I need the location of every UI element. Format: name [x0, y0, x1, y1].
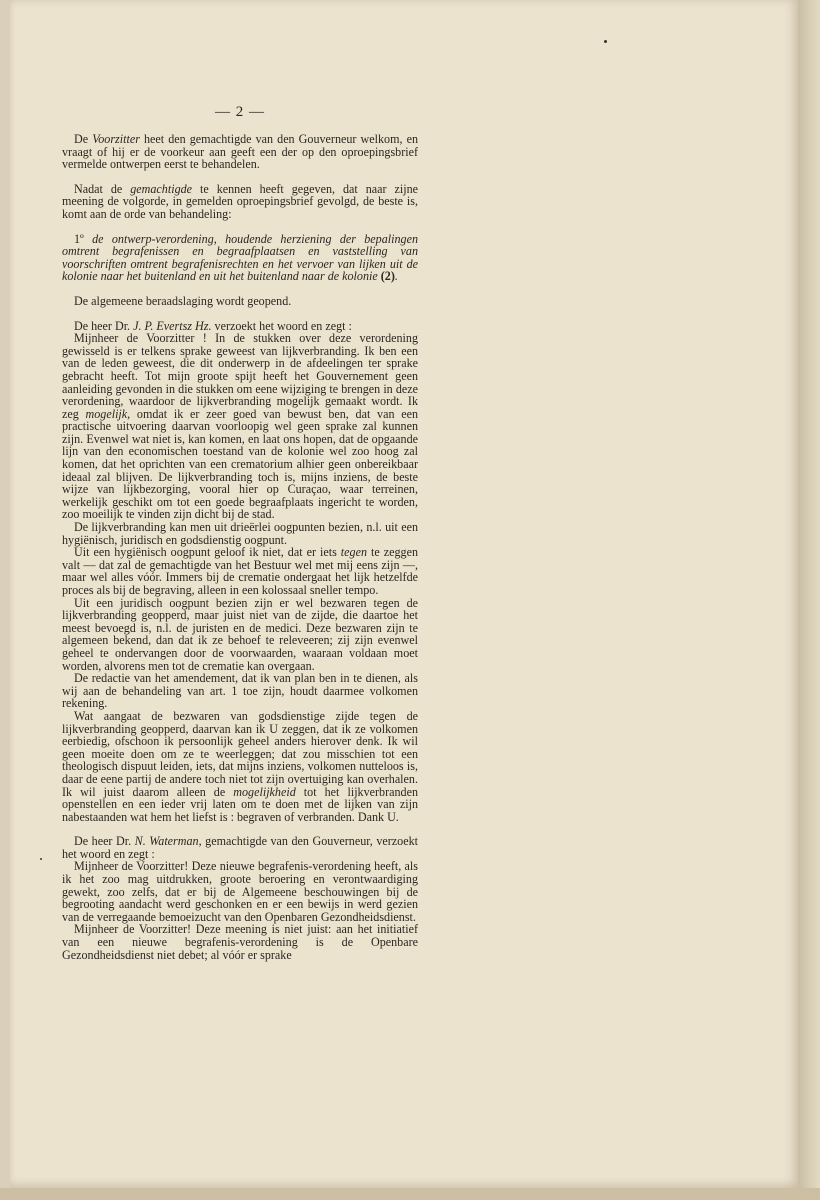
paragraph: De Voorzitter heet den gemachtigde van den Gouverneur welkom, en vraagt of hij er de voorkeur aan geeft een der op den oproepingsbrief vermelde ontwerpen eerst te behandelen. [62, 132, 418, 172]
paragraph: De algemeene beraadslaging wordt geopend. [74, 293, 292, 308]
paper-speck [604, 40, 607, 43]
text-column [62, 133, 418, 961]
paragraph: Wat aangaat de bezwaren van godsdienstige zijde tegen de lijkverbranding geopperd, daarvan kan ik U zeggen, dat ik ze volkomen eerbiedig, ofschoon ik persoonlijk geheel anders hierover denk. Ik wil geen moeite doen om ze te weerleggen; dat zou misschien tot een theologisch dispuut leiden, iets, dat mijns inziens, volkomen nutteloos is, daar de eene partij de andere toch niet tot zijn overtuiging kan overhalen. Ik wil juist daarom alleen de mogelijkheid tot het lijkverbranden openstellen en een ieder vrij laten om te doen met de lijken van zijn nabestaanden wat hem het liefst is : begraven of verbranden. Dank U. [62, 708, 418, 824]
scan-bottom-edge [0, 1188, 820, 1200]
paragraph: Uit een juridisch oogpunt bezien zijn er wel bezwaren tegen de lijkverbranding geopperd, maar juist niet van de zijde, die daartoe het meest bevoegd is, n.l. de juristen en de medici. Deze bezwaren zijn te algemeen bekend, dan dat ik ze behoef te releveeren; zij zijn evenwel geheel te ondervangen door de voorwaarden, waaraan voldaan moet worden, alvorens men tot de crematie kan overgaan. [62, 595, 418, 673]
paragraph: De lijkverbranding kan men uit drieërlei oogpunten bezien, n.l. uit een hygiënisch, juridisch en godsdienstig oogpunt. [62, 520, 418, 547]
paragraph: Mijnheer de Voorzitter! Deze nieuwe begrafenis-verordening heeft, als ik het zoo mag uitdrukken, groote beroering en verontwaardiging gewekt, zoo zelfs, dat er bij de Algemeene beschouwingen bij de begrooting aandacht werd geschonken en er een bewijs in werd gezien van de verregaande bemoeizucht van den Openbaren Gezondheidsdienst. [62, 859, 418, 924]
paragraph: Uit een hygiënisch oogpunt geloof ik niet, dat er iets tegen te zeggen valt — dat zal de gemachtigde van het Bestuur wel met mij eens zijn —, maar wel alles vóór. Immers bij de crematie ondergaat het lijk hetzelfde proces als bij de begraving, alleen in een kolossaal sneller tempo. [62, 545, 418, 597]
paragraph: Nadat de gemachtigde te kennen heeft gegeven, dat naar zijne meening de volgorde, in gemelden oproepingsbrief gevolgd, de beste is, komt aan de orde van behandeling: [62, 181, 419, 221]
paragraph: 1º de ontwerp-verordening, houdende herziening der bepalingen omtrent begrafenissen en begraafplaatsen en vaststelling van voorschriften omtrent begrafenisrechten en het vervoer van lijken uit de kolonie naar het buitenland en uit het buitenland naar de kolonie (2). [62, 231, 418, 284]
document-page [10, 0, 798, 1188]
paragraph: De heer Dr. N. Waterman, gemachtigde van den Gouverneur, verzoekt het woord en zegt : [62, 834, 418, 861]
paragraph: Mijnheer de Voorzitter! Deze meening is niet juist: aan het initiatief van een nieuwe begrafenis-verordening is de Openbare Gezondheidsdienst niet debet; al vóór er sprake [62, 922, 418, 962]
adjacent-page-edge [798, 0, 820, 1200]
paper-speck [40, 858, 42, 860]
page-number: — 2 — [215, 104, 265, 120]
paragraph: De heer Dr. J. P. Evertsz Hz. verzoekt het woord en zegt : [74, 318, 352, 333]
paragraph: De redactie van het amendement, dat ik van plan ben in te dienen, als wij aan de behandeling van art. 1 toe zijn, houdt daarmee volkomen rekening. [62, 671, 418, 711]
paragraph: Mijnheer de Voorzitter ! In de stukken over deze verordening gewisseld is er telkens sprake geweest van lijkverbranding. Ik ben een van de leden geweest, die dit onderwerp in de afdeelingen ter sprake gebracht heeft. Tot mijn groote spijt heeft het Gouvernement geen aanleiding gevonden in die stukken om eene wijziging te brengen in deze verordening, waardoor de lijkverbranding mogelijk gemaakt wordt. Ik zeg mogelijk, omdat ik er zeer goed van bewust ben, dat van een practische uitvoering daarvan voorloopig wel geen sprake zal kunnen zijn. Evenwel wat niet is, kan komen, en laat ons hopen, dat de opgaande lijn van den economischen toestand van de kolonie wel zoo hoog zal komen, dat het oprichten van een crematorium alhier geen onbereikbaar ideaal zal blijven. De lijkverbranding toch is, mijns inziens, de beste wijze van lijkbezorging, vooral hier op Curaçao, waar terreinen, werkelijk geschikt om tot een goede begraafplaats ingericht te worden, zoo moeilijk te vinden zijn dicht bij de stad. [62, 331, 418, 522]
